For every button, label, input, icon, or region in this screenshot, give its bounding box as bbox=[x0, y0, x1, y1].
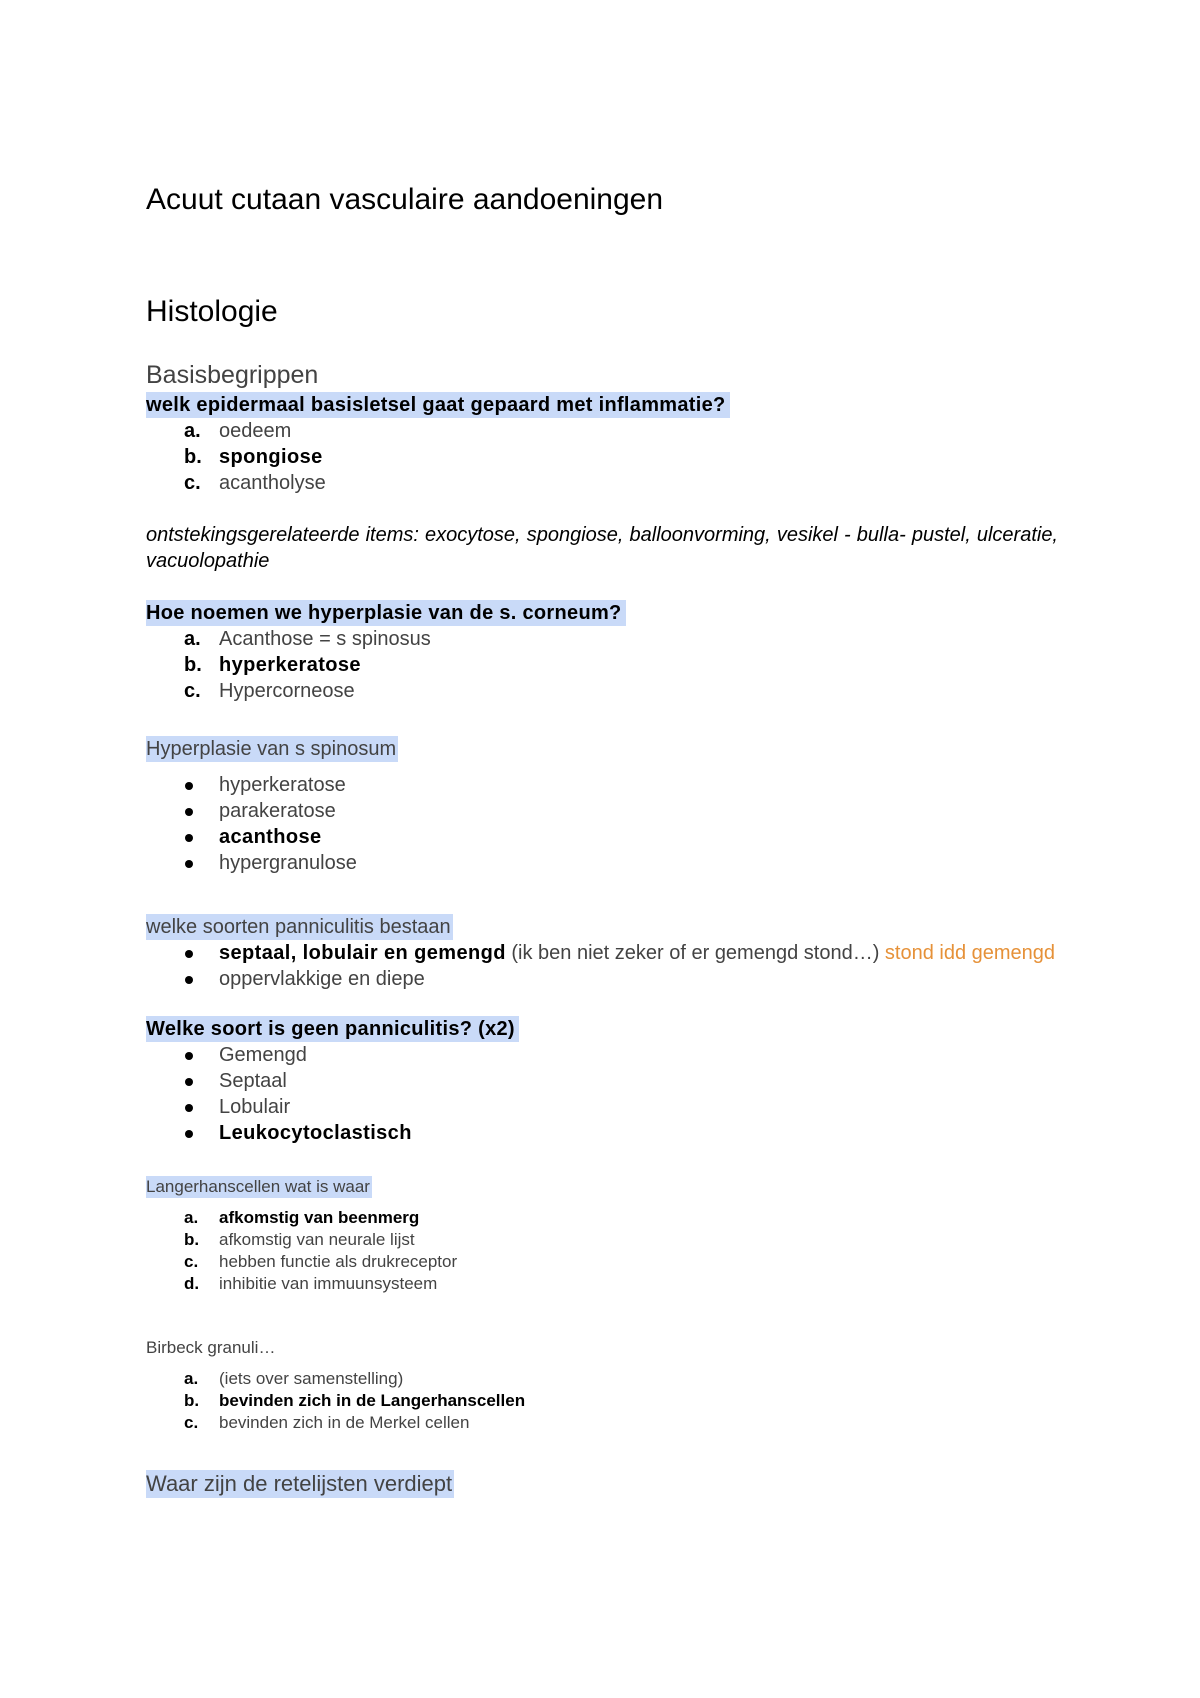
document-title: Acuut cutaan vasculaire aandoeningen bbox=[146, 183, 664, 216]
question-5 bbox=[146, 1016, 1058, 1146]
bullet-item: oppervlakkige en diepe bbox=[146, 966, 1058, 992]
question-3-options bbox=[146, 772, 1058, 876]
option-b: b. bevinden zich in de Langerhanscellen bbox=[184, 1391, 526, 1410]
heading-basisbegrippen: Basisbegrippen bbox=[146, 361, 319, 389]
question-3 bbox=[146, 736, 1058, 876]
bullet-item: Septaal bbox=[146, 1068, 1058, 1094]
heading-histologie: Histologie bbox=[146, 295, 278, 328]
bullet-item: hypergranulose bbox=[146, 850, 1058, 876]
bullet-item: Lobulair bbox=[146, 1094, 1058, 1120]
bullet-item: hyperkeratose bbox=[146, 772, 1058, 798]
orange-note: stond idd gemengd bbox=[884, 942, 1056, 964]
question-7-options bbox=[146, 1368, 1058, 1434]
question-7-text: Birbeck granuli… bbox=[146, 1338, 276, 1357]
bullet-item: septaal, lobulair en gemengd (ik ben niet zeker of er gemengd stond…) stond idd gemengd bbox=[146, 940, 1058, 966]
question-1-text: welk epidermaal basisletsel gaat gepaard met inflammatie? bbox=[146, 392, 730, 418]
option-a: a. Acanthose = s spinosus bbox=[184, 628, 431, 650]
question-6 bbox=[146, 1176, 1058, 1295]
question-5-options bbox=[146, 1042, 1058, 1146]
question-4-options bbox=[146, 940, 1058, 992]
question-1-options bbox=[146, 418, 1058, 496]
option-c: c. bevinden zich in de Merkel cellen bbox=[184, 1413, 470, 1432]
question-2-options bbox=[146, 626, 1058, 704]
option-c: c. hebben functie als drukreceptor bbox=[184, 1252, 458, 1271]
question-4-text: welke soorten panniculitis bestaan bbox=[146, 916, 451, 938]
question-7 bbox=[146, 1337, 1058, 1434]
question-3-text: Hyperplasie van s spinosum bbox=[146, 738, 397, 760]
option-c: c. acantholyse bbox=[184, 472, 326, 494]
option-b: b. afkomstig van neurale lijst bbox=[184, 1230, 415, 1249]
note-inflammation-items: ontstekingsgerelateerde items: exocytose, spongiose, balloonvorming, vesikel - bulla- pustel, ulceratie, vacuolopathie bbox=[146, 524, 1058, 572]
option-b: b. hyperkeratose bbox=[184, 654, 361, 676]
question-6-options bbox=[146, 1207, 1058, 1295]
bullet-item: parakeratose bbox=[146, 798, 1058, 824]
option-c: c. Hypercorneose bbox=[184, 680, 355, 702]
question-8-text: Waar zijn de retelijsten verdiept bbox=[146, 1471, 453, 1496]
question-4 bbox=[146, 914, 1058, 992]
option-b: b. spongiose bbox=[184, 446, 323, 468]
question-2-text: Hoe noemen we hyperplasie van de s. corneum? bbox=[146, 600, 626, 626]
question-5-text: Welke soort is geen panniculitis? (x2) bbox=[146, 1016, 519, 1042]
question-6-text: Langerhanscellen wat is waar bbox=[146, 1177, 370, 1196]
question-2 bbox=[146, 600, 1058, 704]
option-a: a. (iets over samenstelling) bbox=[184, 1369, 404, 1388]
option-d: d. inhibitie van immuunsysteem bbox=[184, 1274, 438, 1293]
bullet-item: Gemengd bbox=[146, 1042, 1058, 1068]
bullet-item: acanthose bbox=[146, 824, 1058, 850]
question-8 bbox=[146, 1470, 1058, 1498]
question-1 bbox=[146, 392, 1058, 496]
option-a: a. afkomstig van beenmerg bbox=[184, 1208, 420, 1227]
option-a: a. oedeem bbox=[184, 420, 292, 442]
bullet-item: Leukocytoclastisch bbox=[146, 1120, 1058, 1146]
